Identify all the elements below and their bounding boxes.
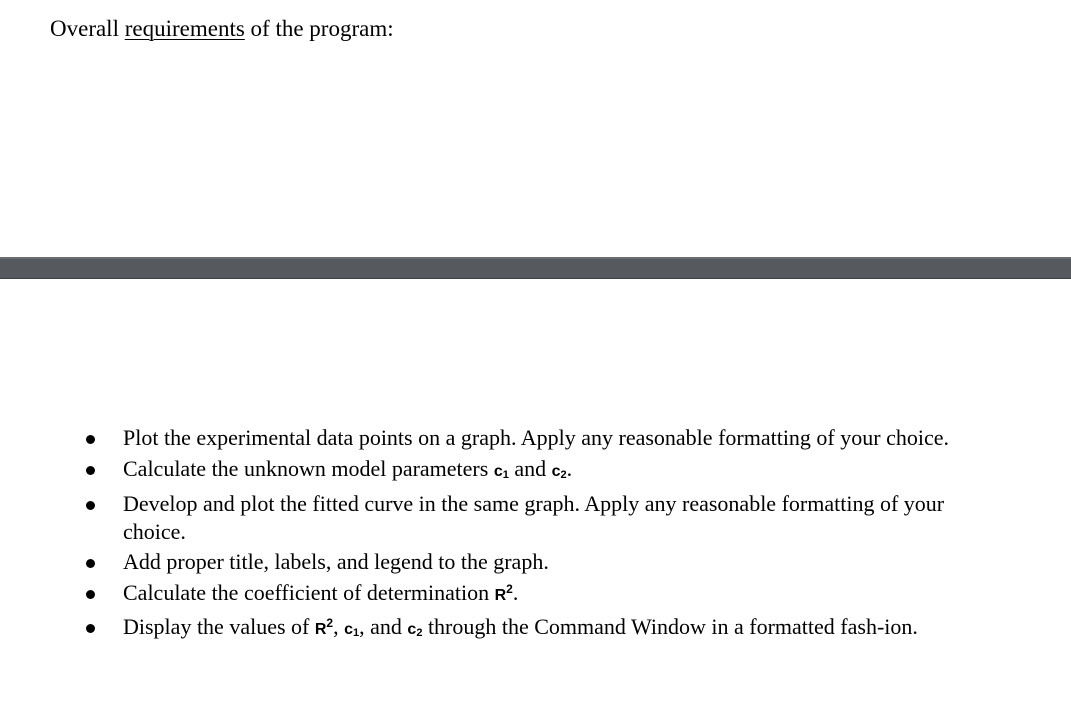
requirements-list [0,424,1071,649]
item-text: Display the values of [123,614,315,639]
bullet-icon [86,466,95,475]
list-item [0,424,1071,452]
item-text: Plot the experimental data points on a graph. Apply any reasonable formatting of your choice. [123,425,949,450]
param-c2-symbol: $c_2$ [551,462,567,481]
param-c2-symbol: $c_2$ [407,621,423,639]
param-c1-symbol: $c_1$ [493,462,509,481]
item-text: Calculate the unknown model parameters [123,455,494,481]
bullet-icon [86,501,95,510]
list-item: Calculate the coefficient of determination $R^2$. [0,579,1071,611]
bullet-icon [86,559,95,568]
horizontal-divider-bar [0,257,1071,279]
item-text: Develop and plot the fitted curve in the same graph. Apply any reasonable formatting of your choice. [123,491,945,544]
heading-underlined-word: requirements [124,16,245,41]
r-squared-symbol: $R^2$ [314,616,334,638]
list-item: Calculate the unknown model parameters $c_1$ and $c_2$. [0,455,1071,488]
heading-prefix: Overall [50,16,125,41]
item-text: Calculate the coefficient of determination [123,579,495,605]
item-text: Add proper title, labels, and legend to the graph. [123,549,549,574]
param-c1-symbol: $c_1$ [344,621,360,639]
list-item [0,548,1071,576]
bullet-icon [86,435,95,444]
bullet-icon [86,590,95,599]
bullet-icon [86,624,95,633]
list-item: Display the values of $R^2$, $c_1$, and $c_2$ through the Command Window in a formatted fash-ion. [0,613,1071,646]
section-heading [50,14,394,44]
list-item [0,490,1071,545]
r-squared-symbol: $R^2$ [494,581,513,604]
heading-suffix: of the program: [244,16,394,41]
